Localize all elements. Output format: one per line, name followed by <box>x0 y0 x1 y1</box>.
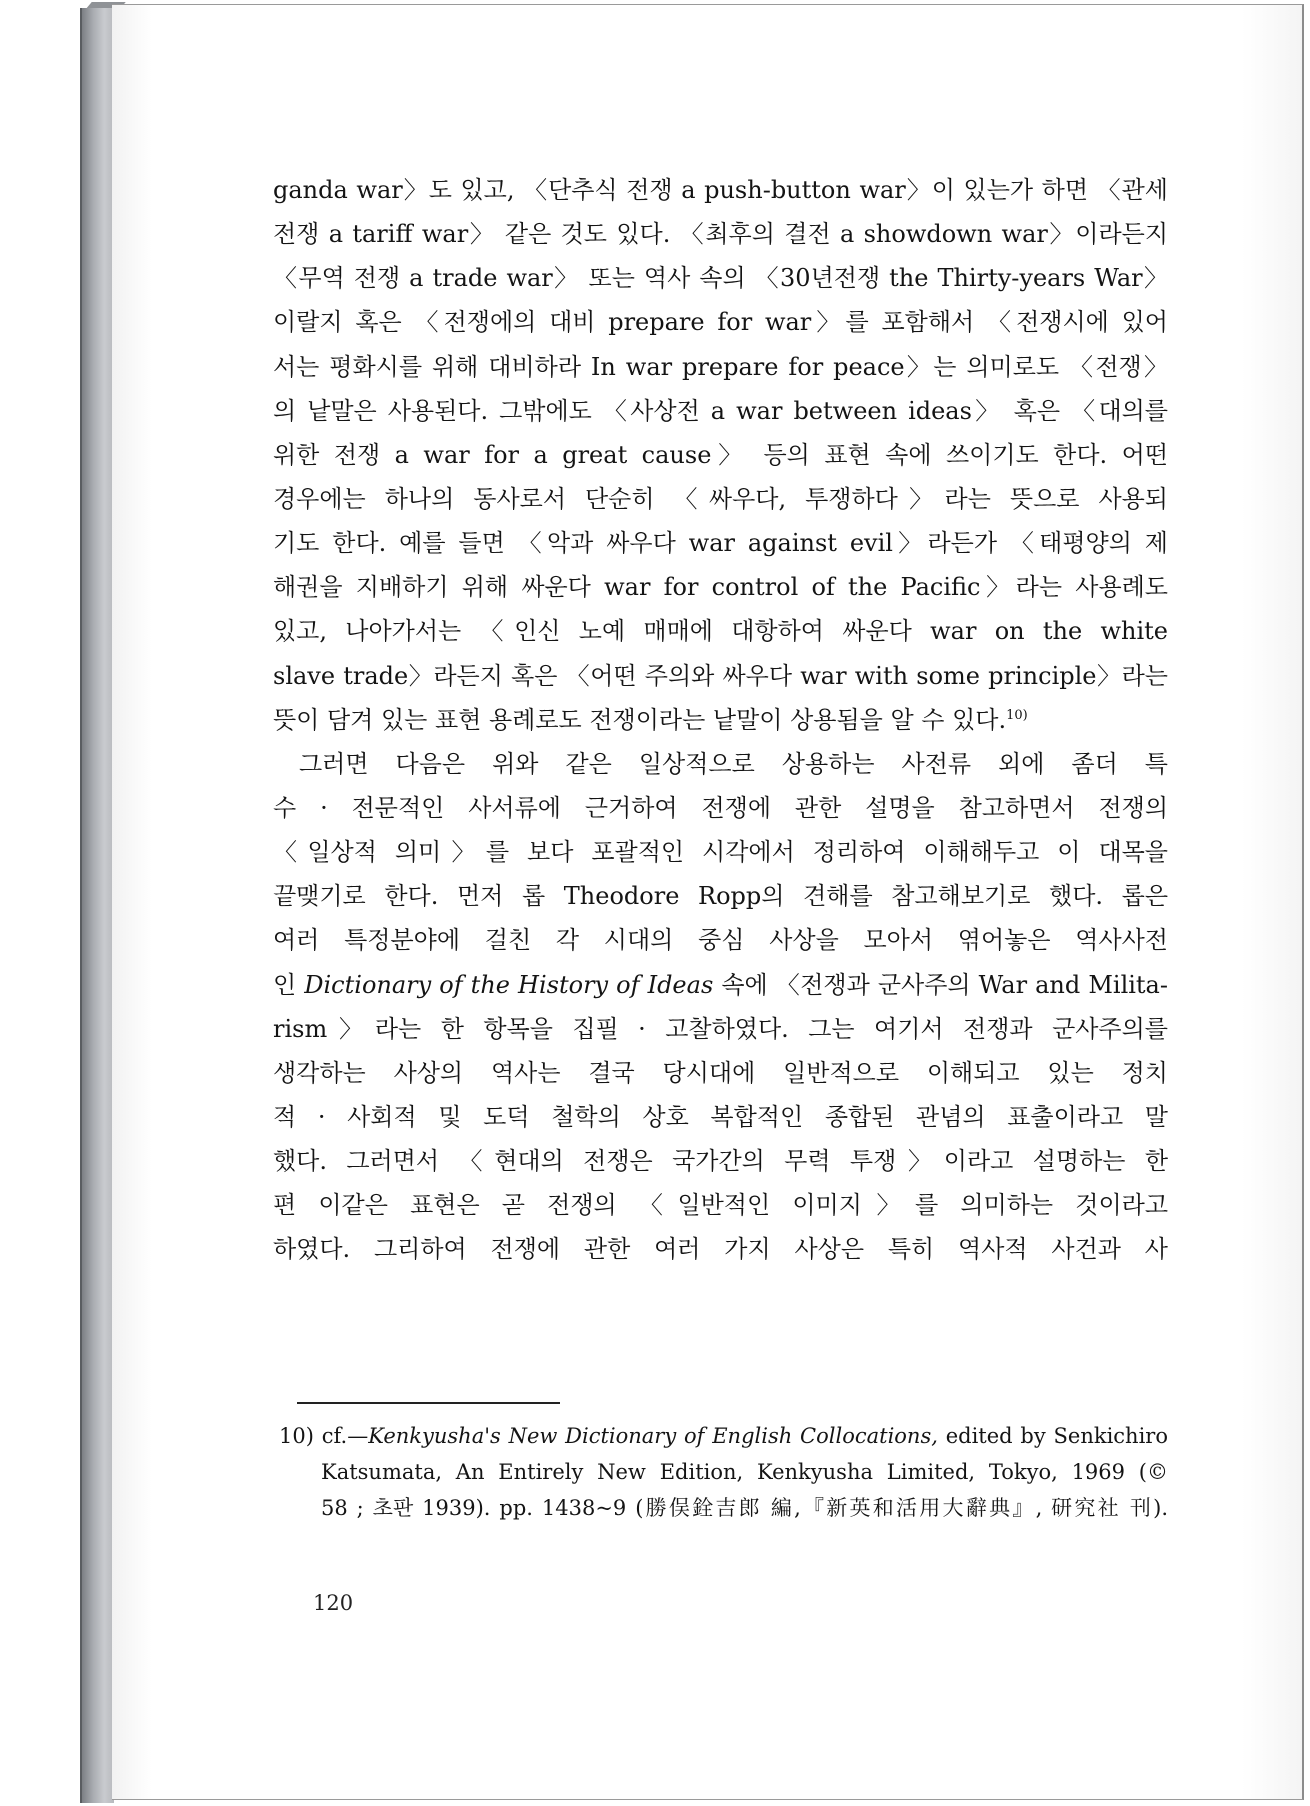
text-line-6: 의 낱말은 사용된다. 그밖에도 〈사상전 a war between ideas〉 혹은 〈대의를 <box>273 396 1168 425</box>
text-line-25: 하였다. 그리하여 전쟁에 관한 여러 가지 사상은 특히 역사적 사건과 사 <box>273 1235 1168 1264</box>
text-line-12: slave trade〉라든지 혹은 〈어떤 주의와 싸우다 war with some principle〉라는 <box>273 661 1168 690</box>
footnote <box>279 1418 1168 1526</box>
text-line-19 <box>273 963 1168 1007</box>
text-line-19-before: 인 <box>273 970 305 999</box>
text-line-19-after: 속에 〈전쟁과 군사주의 War and Milita- <box>713 970 1168 999</box>
footnote-title: Kenkyusha's New Dictionary of English Collocations, <box>368 1424 938 1448</box>
text-line-5: 서는 평화시를 위해 대비하라 In war prepare for peace〉는 의미로도 〈전쟁〉 <box>273 352 1168 381</box>
text-line-24: 편 이같은 표현은 곧 전쟁의 〈일반적인 이미지〉를 의미하는 것이라고 <box>273 1191 1168 1220</box>
text-line-3: 〈무역 전쟁 a trade war〉 또는 역사 속의 〈30년전쟁 the Thirty-years War〉 <box>273 264 1168 293</box>
text-line-21: 생각하는 사상의 역사는 결국 당시대에 일반적으로 이해되고 있는 정치 <box>273 1058 1168 1087</box>
footnote-line-1-rest: edited by Senkichiro <box>937 1424 1168 1448</box>
footnote-prefix: cf.— <box>321 1424 369 1448</box>
text-line-20: rism〉라는 한 항목을 집필 · 고찰하였다. 그는 여기서 전쟁과 군사주의를 <box>273 1014 1168 1043</box>
text-line-23: 했다. 그러면서 〈현대의 전쟁은 국가간의 무력 투쟁〉이라고 설명하는 한 <box>273 1147 1168 1176</box>
text-line-22: 적 · 사회적 및 도덕 철학의 상호 복합적인 종합된 관념의 표출이라고 말 <box>273 1102 1168 1131</box>
text-line-10: 해권을 지배하기 위해 싸운다 war for control of the Pacific〉라는 사용례도 <box>273 573 1168 602</box>
text-line-16: 〈일상적 의미〉를 보다 포괄적인 시각에서 정리하여 이해해두고 이 대목을 <box>273 838 1168 867</box>
text-line-18: 여러 특정분야에 걸친 각 시대의 중심 사상을 모아서 엮어놓은 역사사전 <box>273 926 1168 955</box>
text-line-13-content: 뜻이 담겨 있는 표현 용례로도 전쟁이라는 낱말이 상용됨을 알 수 있다. <box>273 705 1007 734</box>
footnote-line-1 <box>279 1418 1168 1454</box>
text-line-9: 기도 한다. 예를 들면 〈악과 싸우다 war against evil〉라든가 〈태평양의 제 <box>273 529 1168 558</box>
text-line-14: 그러면 다음은 위와 같은 일상적으로 상용하는 사전류 외에 좀더 특 <box>299 749 1168 778</box>
text-line-7: 위한 전쟁 a war for a great cause〉 등의 표현 속에 쓰이기도 한다. 어떤 <box>273 440 1168 469</box>
text-line-4: 이랄지 혹은 〈전쟁에의 대비 prepare for war〉를 포함해서 〈전쟁시에 있어 <box>273 308 1168 337</box>
footnote-divider <box>297 1402 560 1404</box>
text-line-1: ganda war〉도 있고, 〈단추식 전쟁 a push-button war〉이 있는가 하면 〈관세 <box>273 176 1168 204</box>
text-line-13 <box>273 698 1168 742</box>
footnote-reference[interactable]: 10) <box>1006 707 1028 723</box>
page-number: 120 <box>313 1591 354 1615</box>
book-spine <box>80 8 114 1803</box>
text-line-15: 수 · 전문적인 사서류에 근거하여 전쟁에 관한 설명을 참고하면서 전쟁의 <box>273 793 1168 822</box>
footnote-number: 10) <box>279 1424 314 1448</box>
dictionary-title: Dictionary of the History of Ideas <box>304 970 714 999</box>
text-line-8: 경우에는 하나의 동사로서 단순히 〈싸우다, 투쟁하다〉라는 뜻으로 사용되 <box>273 484 1168 513</box>
footnote-line-2: Katsumata, An Entirely New Edition, Kenkyusha Limited, Tokyo, 1969 (© <box>321 1460 1168 1484</box>
text-line-11: 있고, 나아가서는 〈인신 노예 매매에 대항하여 싸운다 war on the white <box>273 617 1168 646</box>
text-line-2: 전쟁 a tariff war〉 같은 것도 있다. 〈최후의 결전 a showdown war〉이라든지 <box>273 220 1168 249</box>
text-line-17: 끝맺기로 한다. 먼저 롭 Theodore Ropp의 견해를 참고해보기로 했다. 롭은 <box>273 882 1168 911</box>
footnote-line-3: 58 ; 초판 1939). pp. 1438~9 (勝俣銓吉郎 編,『新英和活用大辭典』, 研究社 刊). <box>321 1496 1168 1520</box>
body-text <box>273 168 1168 1272</box>
